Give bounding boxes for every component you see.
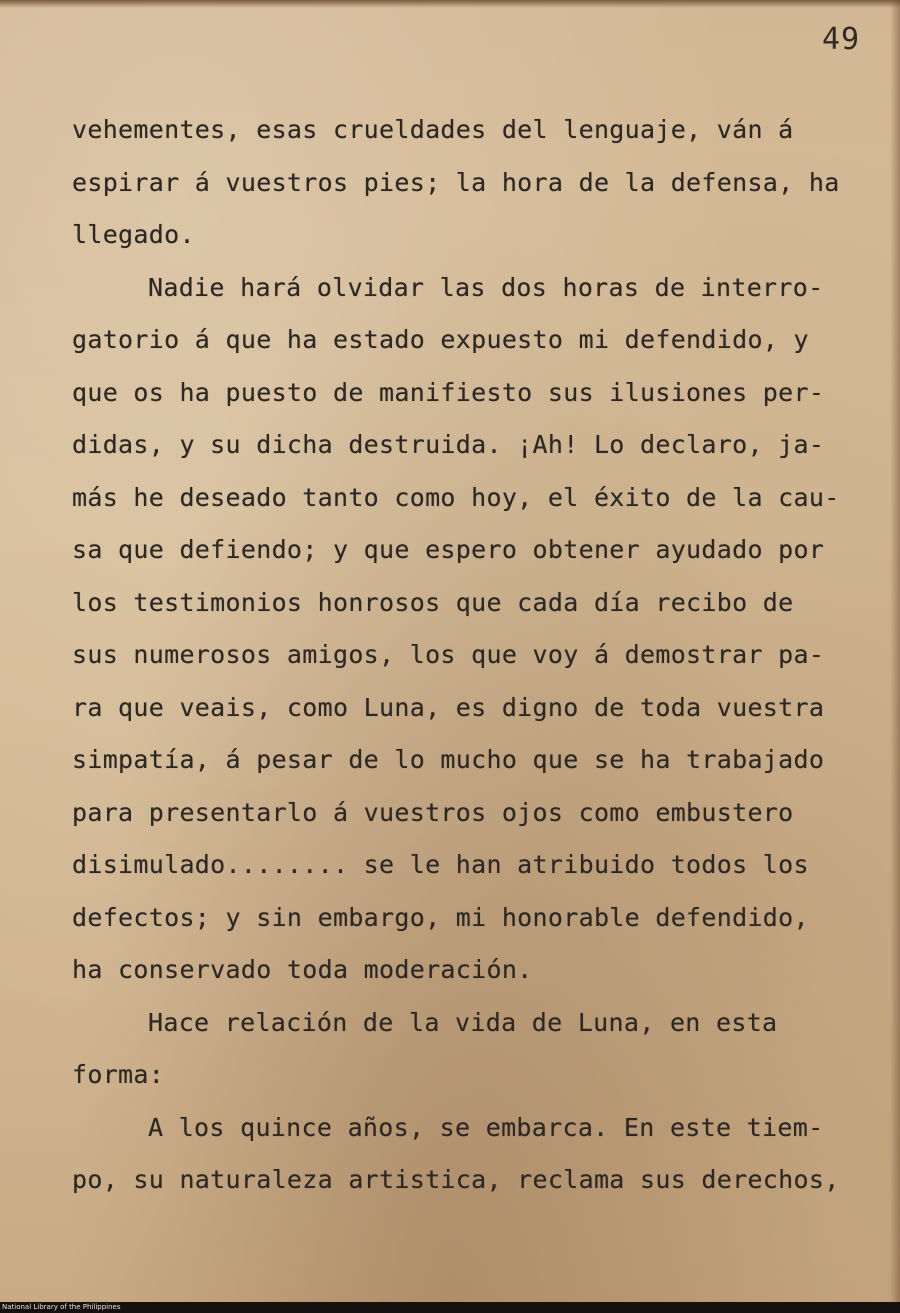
text-line: vehementes, esas crueldades del lenguaje, ván á (72, 115, 794, 144)
text-line: ha conservado toda moderación. (72, 955, 533, 984)
page-number: 49 (822, 22, 861, 57)
text-line: A los quince años, se embarca. En este tiem- (148, 1112, 824, 1142)
text-line: simpatía, á pesar de lo mucho que se ha trabajado (72, 745, 825, 774)
text-line: llegado. (72, 220, 195, 249)
text-line: gatorio á que ha estado expuesto mi defendido, y (72, 325, 809, 354)
text-line: espirar á vuestros pies; la hora de la defensa, ha (72, 167, 840, 197)
text-line: Nadie hará olvidar las dos horas de interro- (148, 272, 824, 302)
text-line: sus numerosos amigos, los que voy á demostrar pa- (72, 640, 825, 669)
text-line: Hace relación de la vida de Luna, en esta (148, 1007, 778, 1037)
text-line: para presentarlo á vuestros ojos como embustero (72, 797, 794, 827)
page-top-edge (0, 0, 900, 8)
body-text (72, 104, 872, 1207)
text-line: más he deseado tanto como hoy, el éxito de la cau- (72, 482, 840, 512)
library-footer: National Library of the Philippines (0, 1302, 900, 1313)
page-right-edge (890, 0, 900, 1313)
text-line: defectos; y sin embargo, mi honorable defendido, (72, 902, 809, 932)
text-line: po, su naturaleza artistica, reclama sus derechos, (72, 1165, 840, 1194)
text-line: didas, y su dicha destruida. ¡Ah! Lo declaro, ja- (72, 430, 825, 459)
text-line: ra que veais, como Luna, es digno de toda vuestra (72, 692, 825, 722)
text-line: sa que defiendo; y que espero obtener ayudado por (72, 535, 825, 564)
text-line: forma: (72, 1060, 165, 1089)
text-line: los testimonios honrosos que cada día recibo de (72, 587, 794, 617)
text-line: que os ha puesto de manifiesto sus ilusiones per- (72, 377, 825, 407)
text-line: disimulado........ se le han atribuido todos los (72, 850, 809, 879)
